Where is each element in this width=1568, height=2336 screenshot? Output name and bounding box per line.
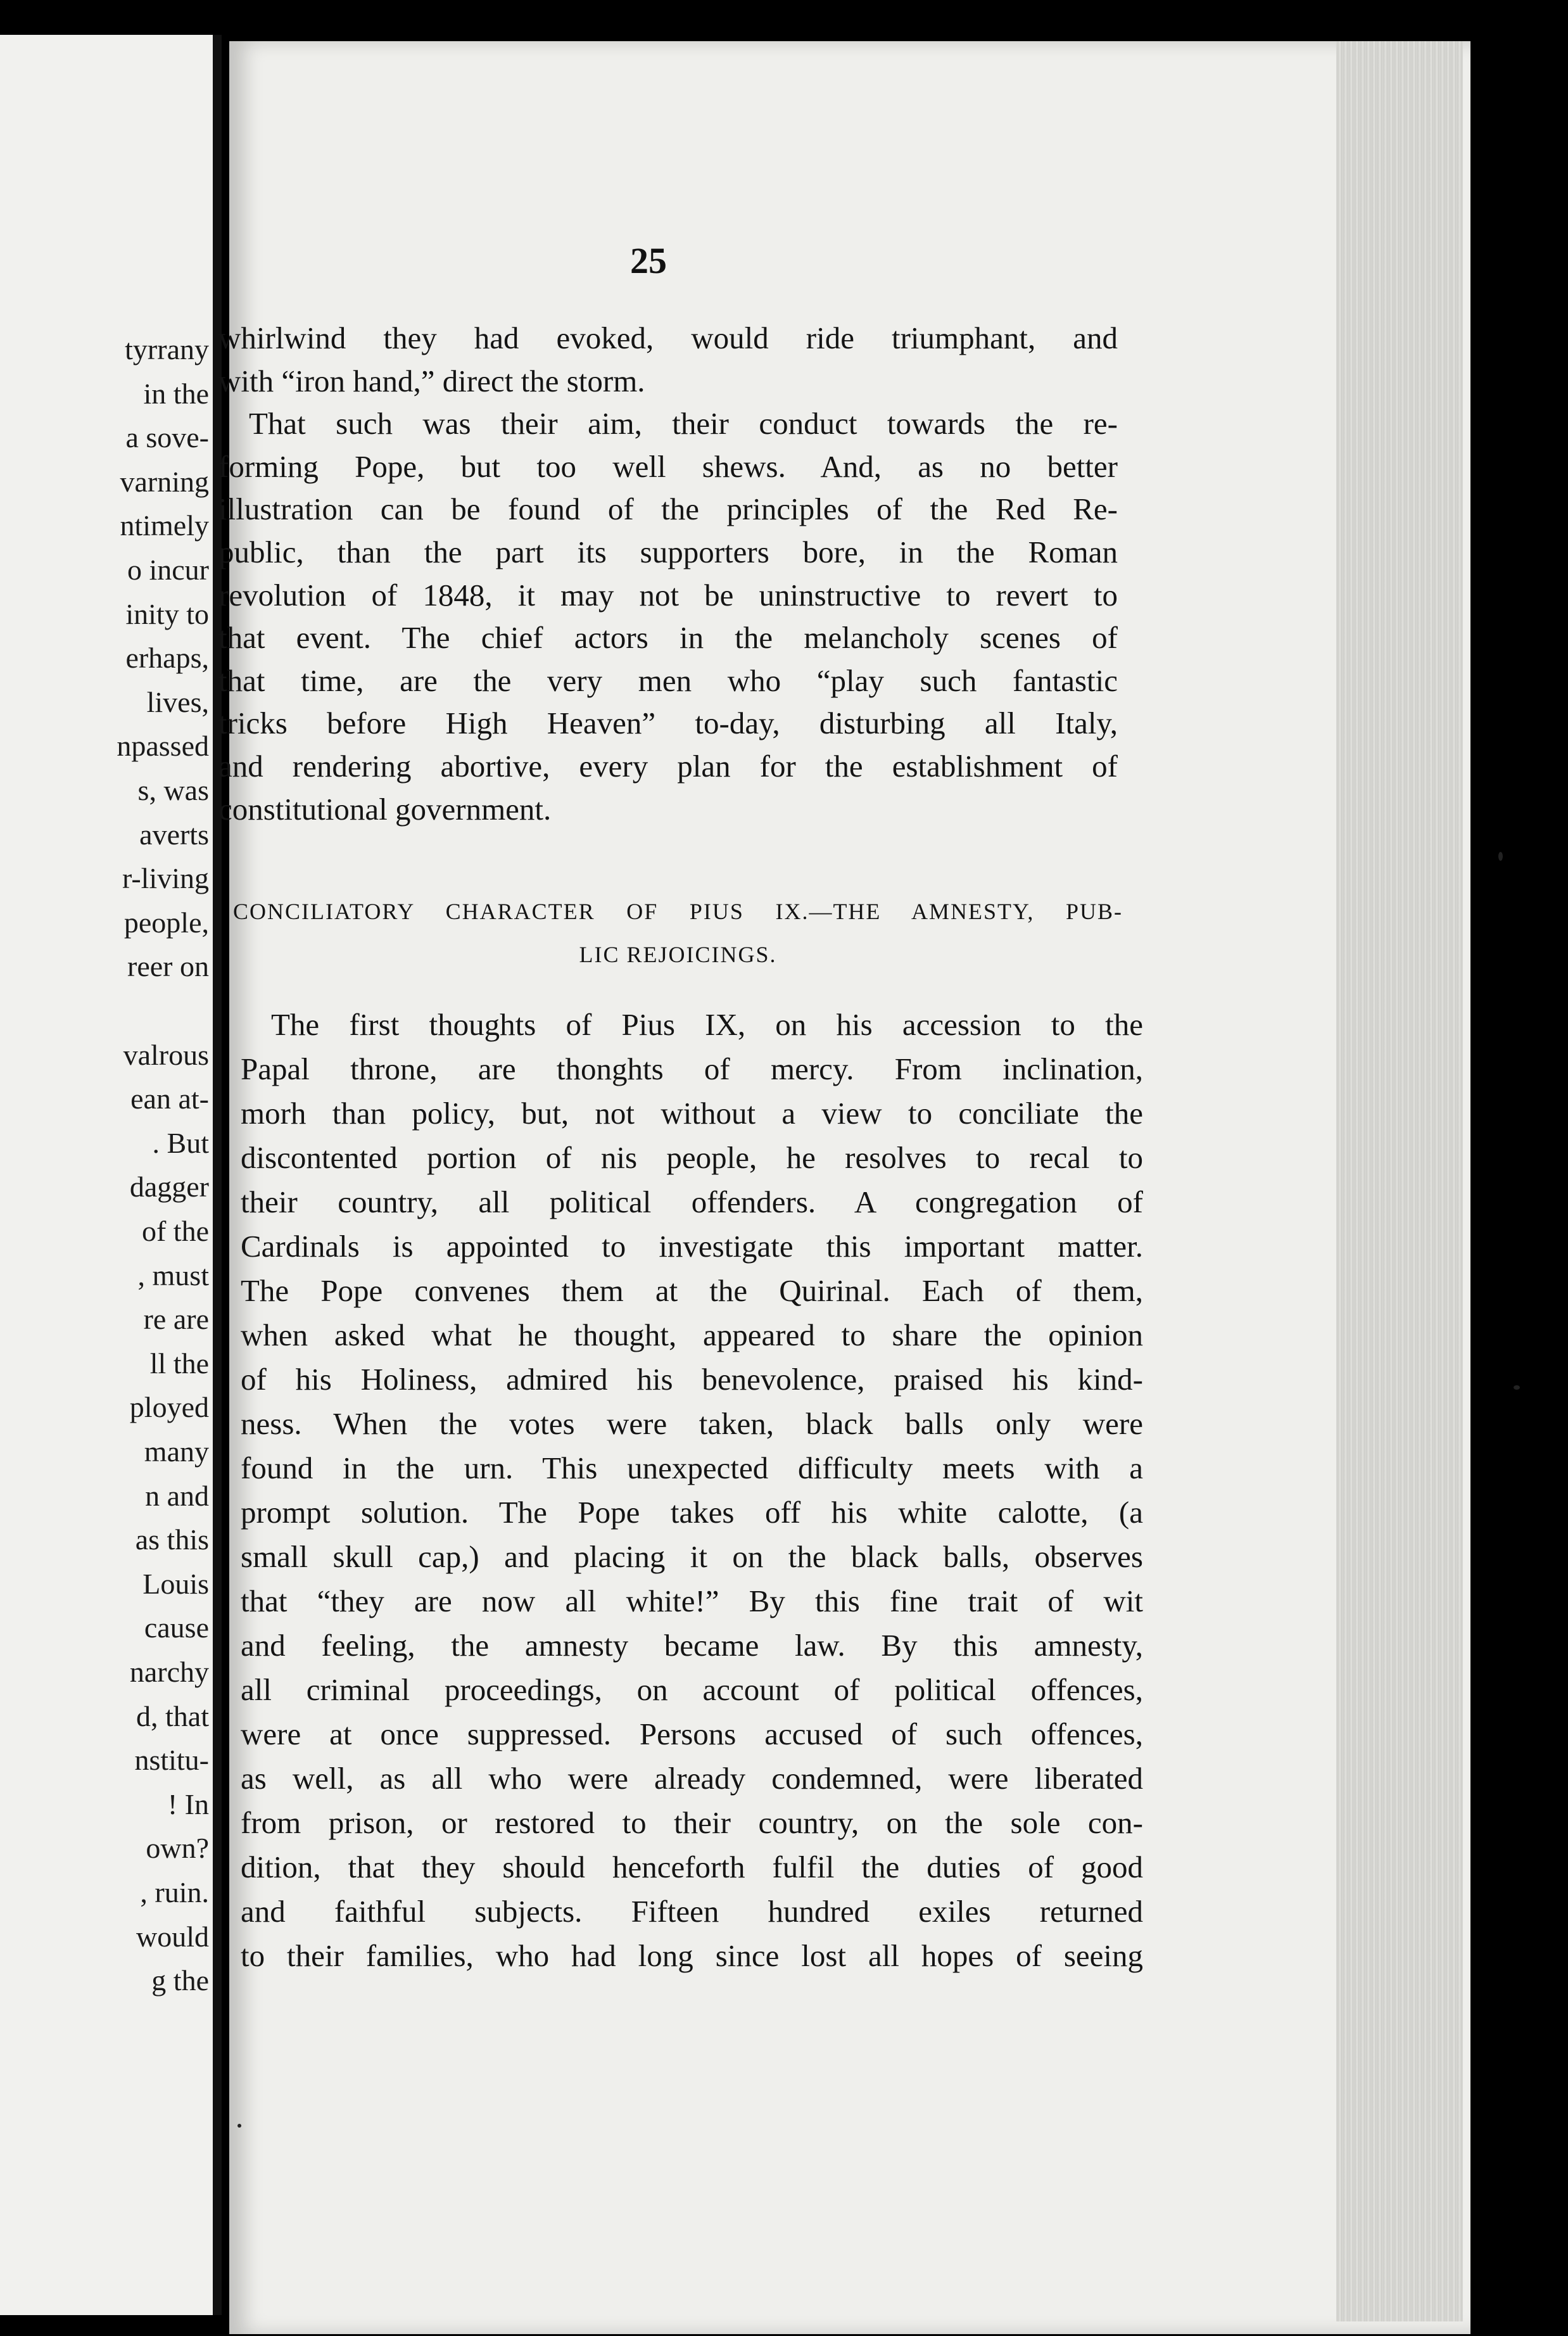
text-line: small skull cap,) and placing it on the black balls, observes (241, 1539, 1143, 1574)
text-line: Cardinals is appointed to investigate this important matter. (241, 1229, 1143, 1264)
left-page-fragment (0, 35, 222, 2315)
text-line: and faithful subjects. Fifteen hundred exiles returned (241, 1894, 1143, 1929)
scan-speck (1514, 1385, 1520, 1390)
scan-speck (1498, 852, 1503, 861)
text-line: and rendering abortive, every plan for the establishment of (218, 748, 1118, 784)
text-line: their country, all political offenders. A congregation of (241, 1184, 1143, 1219)
text-line: Papal throne, are thonghts of mercy. From inclination, (241, 1051, 1143, 1086)
left-page-line: averts (139, 818, 209, 851)
left-page-line: ployed (129, 1391, 209, 1424)
text-line: whirlwind they had evoked, would ride triumphant, and (218, 321, 1118, 355)
text-line: to their families, who had long since lost all hopes of seeing (241, 1938, 1143, 1973)
left-page-line: ean at- (130, 1082, 209, 1115)
text-line: That such was their aim, their conduct towards the re- (249, 406, 1118, 441)
text-line: that event. The chief actors in the melancholy scenes of (218, 620, 1118, 656)
left-page-line: of the (141, 1215, 209, 1247)
text-line: morh than policy, but, not without a view to conciliate the (241, 1096, 1143, 1131)
left-page-line: reer on (127, 950, 209, 983)
left-page-line: cause (144, 1611, 209, 1644)
left-page-line: , ruin. (140, 1876, 209, 1908)
opening-text (218, 317, 1118, 830)
left-page-line: , must (137, 1259, 209, 1292)
left-page-line: inity to (125, 597, 209, 630)
left-page-line: in the (143, 377, 209, 410)
left-page-line: nstitu- (134, 1744, 209, 1777)
text-line: illustration can be found of the principles of the Red Re- (218, 492, 1118, 527)
left-page-line: varning (120, 465, 209, 498)
left-page-line: r-living (122, 862, 209, 895)
text-line: with “iron hand,” direct the storm. (218, 363, 645, 398)
text-line: dition, that they should henceforth fulfil the duties of good (241, 1850, 1143, 1884)
left-page-line: o incur (127, 554, 209, 586)
scan-speck (237, 2124, 241, 2128)
left-page-line: a sove- (125, 421, 209, 454)
left-page-line: as this (135, 1523, 209, 1556)
left-page-line: d, that (136, 1699, 209, 1732)
left-page-line: n and (145, 1479, 209, 1512)
text-line: and feeling, the amnesty became law. By this amnesty, (241, 1628, 1143, 1663)
text-line: that time, are the very men who “play such fantastic (218, 663, 1118, 698)
text-line: The first thoughts of Pius IX, on his accession to the (271, 1007, 1143, 1042)
text-line: tricks before High Heaven” to-day, disturbing all Italy, (218, 706, 1118, 741)
text-line: found in the urn. This unexpected difficulty meets with a (241, 1450, 1143, 1485)
left-page-line: lives, (146, 685, 209, 718)
left-page-line: . But (152, 1126, 209, 1159)
left-page-line: ll the (149, 1347, 209, 1380)
left-page-line: ! In (167, 1787, 209, 1820)
text-line: The Pope convenes them at the Quirinal. Each of them, (241, 1273, 1143, 1308)
left-page-line: many (144, 1435, 209, 1468)
text-line: as well, as all who were already condemned, were liberated (241, 1761, 1143, 1796)
text-line: of his Holiness, admired his benevolence, praised his kind- (241, 1362, 1143, 1397)
text-line: from prison, or restored to their country, on the sole con- (241, 1805, 1143, 1840)
left-page-line: re are (143, 1303, 209, 1336)
text-line: forming Pope, but too well shews. And, as no better (218, 448, 1118, 484)
left-page-line: tyrrany (125, 333, 209, 365)
left-page-line: npassed (117, 730, 209, 763)
text-line: constitutional government. (218, 791, 552, 827)
left-page-line: dagger (129, 1171, 209, 1203)
page-number: 25 (630, 240, 667, 281)
text-line: revolution of 1848, it may not be uninstructive to revert to (218, 577, 1118, 613)
left-page-line: people, (123, 906, 209, 939)
page-edge-stack (1336, 41, 1463, 2321)
left-page-line: own? (146, 1832, 209, 1865)
text-line: that “they are now all white!” By this fine trait of wit (241, 1584, 1143, 1618)
text-line: discontented portion of nis people, he resolves to recal to (241, 1140, 1143, 1175)
left-page-line: would (136, 1920, 209, 1953)
text-line: when asked what he thought, appeared to share the opinion (241, 1317, 1143, 1352)
section-body-text (241, 1003, 1143, 1978)
left-page-line: s, was (137, 774, 209, 806)
left-page-line: Louis (142, 1567, 209, 1600)
text-line: were at once suppressed. Persons accused of such offences, (241, 1717, 1143, 1751)
text-line: all criminal proceedings, on account of political offences, (241, 1672, 1143, 1707)
text-line: ness. When the votes were taken, black balls only were (241, 1406, 1143, 1441)
left-page-line: valrous (123, 1038, 209, 1071)
left-page-line: erhaps, (125, 642, 209, 675)
section-heading-line-2: LIC REJOICINGS. (579, 942, 777, 967)
section-heading (233, 890, 1123, 976)
left-page-line: narchy (129, 1656, 209, 1688)
text-line: prompt solution. The Pope takes off his white calotte, (a (241, 1495, 1143, 1530)
left-page-line: ntimely (120, 509, 209, 542)
left-page-line: g the (151, 1964, 209, 1997)
section-heading-line-1: CONCILIATORY CHARACTER OF PIUS IX.—THE AMNESTY, PUB- (233, 899, 1123, 924)
text-line: public, than the part its supporters bore, in the Roman (218, 534, 1118, 569)
